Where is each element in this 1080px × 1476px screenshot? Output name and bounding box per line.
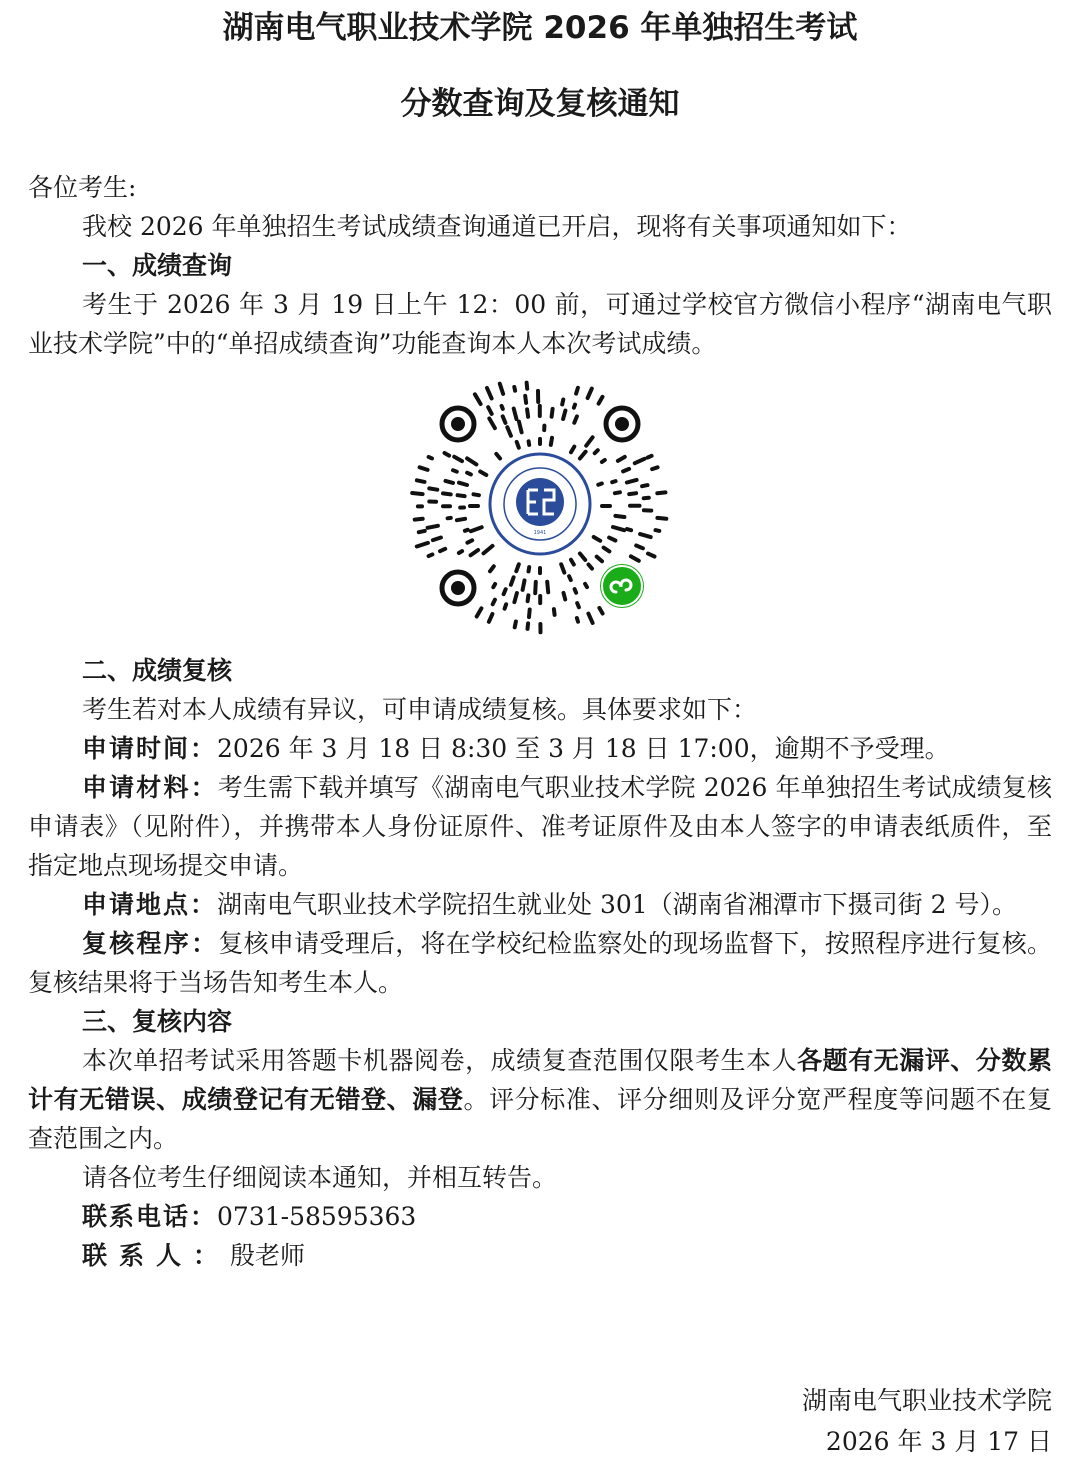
- qr-ray-mark: [562, 400, 563, 405]
- contact-person-label: 联系人：: [82, 1241, 231, 1270]
- school-logo-icon: [486, 450, 594, 558]
- document-title: 湖南电气职业技术学院 2026 年单独招生考试: [222, 10, 858, 46]
- qr-ray-mark: [511, 577, 514, 585]
- qr-ray-mark: [635, 459, 645, 463]
- qr-ray-mark: [577, 618, 578, 622]
- document-subtitle: 分数查询及复核通知: [400, 86, 680, 122]
- apply-material-item: [28, 768, 1052, 885]
- qr-ray-mark: [440, 549, 445, 551]
- apply-time-label: 申请时间：: [82, 734, 218, 763]
- qr-ray-mark: [457, 519, 465, 520]
- section3-text-pre: 本次单招考试采用答题卡机器阅卷，成绩复查范围仅限考生本人: [82, 1046, 798, 1075]
- qr-ray-mark: [589, 565, 593, 569]
- section1-paragraph: 考生于 2026 年 3 月 19 日上午 12：00 前，可通过学校官方微信小程序“湖南电气职业技术学院”中的“单招成绩查询”功能查询本人本次考试成绩。: [28, 290, 1052, 358]
- qr-ray-mark: [490, 566, 494, 571]
- qr-ray-mark: [467, 473, 471, 475]
- qr-ray-mark: [602, 460, 605, 462]
- qr-ray-mark: [648, 554, 655, 557]
- section3-paragraph: [28, 1041, 1052, 1158]
- qr-ray-mark: [525, 396, 526, 403]
- qr-ray-mark: [496, 454, 500, 459]
- qr-ray-mark: [454, 457, 462, 461]
- intro-paragraph: 我校 2026 年单独招生考试成绩查询通道已开启，现将有关事项通知如下：: [82, 212, 912, 241]
- qr-ray-mark: [571, 447, 574, 453]
- qr-ray-mark: [487, 388, 492, 398]
- qr-ray-mark: [574, 405, 575, 408]
- qr-ray-mark: [563, 411, 565, 419]
- section3-text-post: 。评分标准、评分细则及评分宽严程度等问题不在复查范围之内。: [28, 1085, 1052, 1153]
- qr-ray-mark: [564, 593, 566, 600]
- qr-ray-mark: [465, 530, 468, 531]
- apply-place-label: 申请地点：: [82, 890, 218, 919]
- qr-ray-mark: [576, 388, 578, 394]
- qr-ray-mark: [523, 580, 525, 590]
- qr-ray-mark: [629, 493, 636, 494]
- qr-ray-mark: [640, 534, 651, 537]
- contact-phone-value[interactable]: 0731-58595363: [217, 1202, 417, 1231]
- qr-ray-mark: [529, 610, 530, 618]
- qr-ray-mark: [507, 427, 511, 436]
- apply-place-item: [28, 885, 1052, 924]
- qr-ray-mark: [535, 582, 536, 593]
- qr-ray-mark: [445, 453, 450, 456]
- qr-ray-mark: [598, 484, 602, 485]
- qr-ray-mark: [529, 441, 530, 445]
- closing-paragraph: 请各位考生仔细阅读本通知，并相互转告。: [82, 1163, 558, 1192]
- signature-date: 2026 年 3 月 17 日: [825, 1427, 1052, 1456]
- qr-ray-mark: [515, 622, 516, 628]
- qr-ray-mark: [493, 584, 495, 587]
- qr-ray-mark: [615, 492, 620, 493]
- qr-ray-mark: [458, 495, 465, 496]
- qr-ray-mark: [648, 456, 652, 458]
- qr-ray-mark: [552, 409, 553, 417]
- qr-ray-mark: [417, 480, 425, 482]
- section3-text-emphasis: 各题有无漏评、分数累计有无错误、成绩登记有无错登、漏登: [28, 1046, 1052, 1114]
- finder-pattern-top-right: [606, 408, 638, 440]
- qr-ray-mark: [547, 582, 548, 593]
- qr-ray-mark: [504, 589, 506, 594]
- contact-phone-item: [28, 1197, 1052, 1236]
- qr-ray-mark: [594, 537, 601, 541]
- qr-ray-mark: [467, 540, 472, 542]
- logo-year-text: 1941: [533, 530, 547, 536]
- finder-pattern-top-left: [442, 408, 474, 440]
- qr-ray-mark: [420, 467, 428, 470]
- qr-ray-mark: [502, 406, 503, 409]
- qr-ray-mark: [415, 519, 423, 520]
- qr-ray-mark: [429, 488, 437, 489]
- qr-ray-mark: [586, 437, 592, 445]
- apply-material-label: 申请材料：: [82, 773, 218, 802]
- qr-ray-mark: [429, 457, 432, 459]
- qr-ray-mark: [419, 531, 425, 532]
- qr-ray-mark: [446, 481, 454, 483]
- qr-ray-mark: [500, 384, 503, 394]
- signature-organization: 湖南电气职业技术学院: [801, 1386, 1052, 1415]
- qr-ray-mark: [652, 467, 658, 469]
- mini-program-badge-icon: [600, 564, 644, 608]
- qr-ray-mark: [627, 480, 637, 483]
- qr-ray-mark: [597, 557, 602, 562]
- qr-ray-mark: [528, 623, 529, 629]
- qr-ray-mark: [569, 576, 571, 580]
- contact-phone-label: 联系电话：: [82, 1202, 218, 1231]
- qr-ray-mark: [503, 416, 506, 423]
- qr-ray-mark: [467, 458, 476, 464]
- apply-time-value: 2026 年 3 月 18 日 8:30 至 3 月 18 日 17:00，逾期不予受理。: [217, 734, 950, 763]
- qr-ray-mark: [474, 494, 479, 495]
- qr-ray-mark: [484, 546, 493, 554]
- qr-ray-mark: [477, 608, 482, 616]
- qr-ray-mark: [577, 603, 579, 607]
- contact-person-item: [28, 1236, 1052, 1275]
- qr-ray-mark: [417, 543, 428, 547]
- qr-ray-mark: [609, 538, 615, 541]
- qr-ray-mark: [475, 394, 481, 404]
- apply-time-item: [28, 729, 1052, 768]
- qr-ray-mark: [514, 593, 517, 602]
- qr-ray-mark: [588, 614, 592, 623]
- notice-body: [28, 168, 1052, 1275]
- qr-ray-mark: [471, 550, 479, 555]
- qr-ray-mark: [612, 481, 615, 482]
- review-procedure-value: 复核申请受理后，将在学校纪检监察处的现场监督下，按照程序进行复核。复核结果将于当场告知考生本人。: [28, 929, 1052, 997]
- qr-ray-mark: [528, 595, 529, 601]
- qr-ray-mark: [514, 409, 517, 420]
- qr-ray-mark: [595, 450, 598, 453]
- qr-ray-mark: [599, 397, 603, 404]
- qr-ray-mark: [551, 438, 552, 445]
- qr-ray-mark: [443, 493, 451, 494]
- qr-ray-mark: [588, 389, 592, 398]
- wechat-mini-program-code-icon[interactable]: [410, 376, 670, 636]
- qr-ray-mark: [480, 472, 486, 476]
- qr-ray-mark: [493, 600, 495, 605]
- section3-heading: 三、复核内容: [82, 1007, 233, 1036]
- qr-ray-mark: [656, 530, 660, 531]
- qr-ray-mark: [428, 526, 438, 528]
- qr-ray-mark: [574, 416, 577, 422]
- qr-ray-mark: [459, 551, 462, 553]
- qr-ray-mark: [615, 516, 624, 517]
- apply-material-value: 考生需下载并填写《湖南电气职业技术学院 2026 年单独招生考试成绩复核申请表》（见附件），并携带本人身份证原件、准考证原件及由本人签字的申请表纸质件，至指定地点现场提交申请。: [28, 773, 1052, 880]
- section2-heading: 二、成绩复核: [82, 656, 233, 685]
- qr-ray-mark: [516, 564, 519, 571]
- qr-ray-mark: [489, 419, 495, 429]
- qr-ray-mark: [618, 457, 625, 461]
- salutation: 各位考生:: [28, 173, 137, 202]
- qr-ray-mark: [580, 452, 586, 459]
- qr-ray-mark: [604, 548, 610, 552]
- finder-pattern-bottom-left: [442, 572, 474, 604]
- qr-ray-mark: [627, 529, 631, 530]
- qr-ray-mark: [613, 527, 624, 530]
- qr-ray-mark: [519, 422, 522, 433]
- section2-intro: 考生若对本人成绩有异议，可申请成绩复核。具体要求如下：: [82, 695, 758, 724]
- review-procedure-label: 复核程序：: [82, 929, 219, 958]
- qr-ray-mark: [517, 442, 519, 448]
- qr-ray-mark: [571, 560, 574, 565]
- review-procedure-item: [28, 924, 1052, 1002]
- qr-ray-mark: [575, 589, 577, 593]
- qr-ray-mark: [561, 564, 564, 572]
- apply-place-value: 湖南电气职业技术学院招生就业处 301（湖南省湘潭市下摄司街 2 号）。: [217, 890, 1017, 919]
- qr-ray-mark: [412, 493, 422, 494]
- qr-ray-mark: [429, 554, 433, 556]
- qr-ray-mark: [529, 567, 530, 571]
- qr-ray-mark: [585, 584, 587, 587]
- qr-ray-mark: [599, 608, 602, 614]
- qr-ray-mark: [642, 485, 647, 486]
- qr-ray-mark: [453, 470, 457, 472]
- qr-ray-mark: [459, 483, 467, 485]
- qr-ray-mark: [657, 492, 665, 493]
- qr-ray-mark: [433, 538, 441, 541]
- qr-ray-mark: [471, 527, 482, 531]
- qr-ray-mark: [554, 609, 555, 615]
- qr-ray-mark: [636, 546, 643, 549]
- section1-heading: 一、成绩查询: [82, 251, 233, 280]
- qr-ray-mark: [514, 387, 515, 391]
- contact-person-value: 殷老师: [230, 1241, 306, 1270]
- qr-ray-mark: [623, 469, 629, 472]
- qr-ray-mark: [527, 409, 528, 416]
- qr-ray-mark: [527, 383, 528, 389]
- qr-code-block: [28, 371, 1052, 641]
- qr-ray-mark: [580, 554, 585, 560]
- qr-ray-mark: [657, 518, 666, 519]
- qr-ray-mark: [505, 604, 507, 608]
- qr-ray-mark: [488, 407, 492, 414]
- qr-ray-mark: [489, 614, 493, 622]
- qr-ray-mark: [631, 556, 639, 560]
